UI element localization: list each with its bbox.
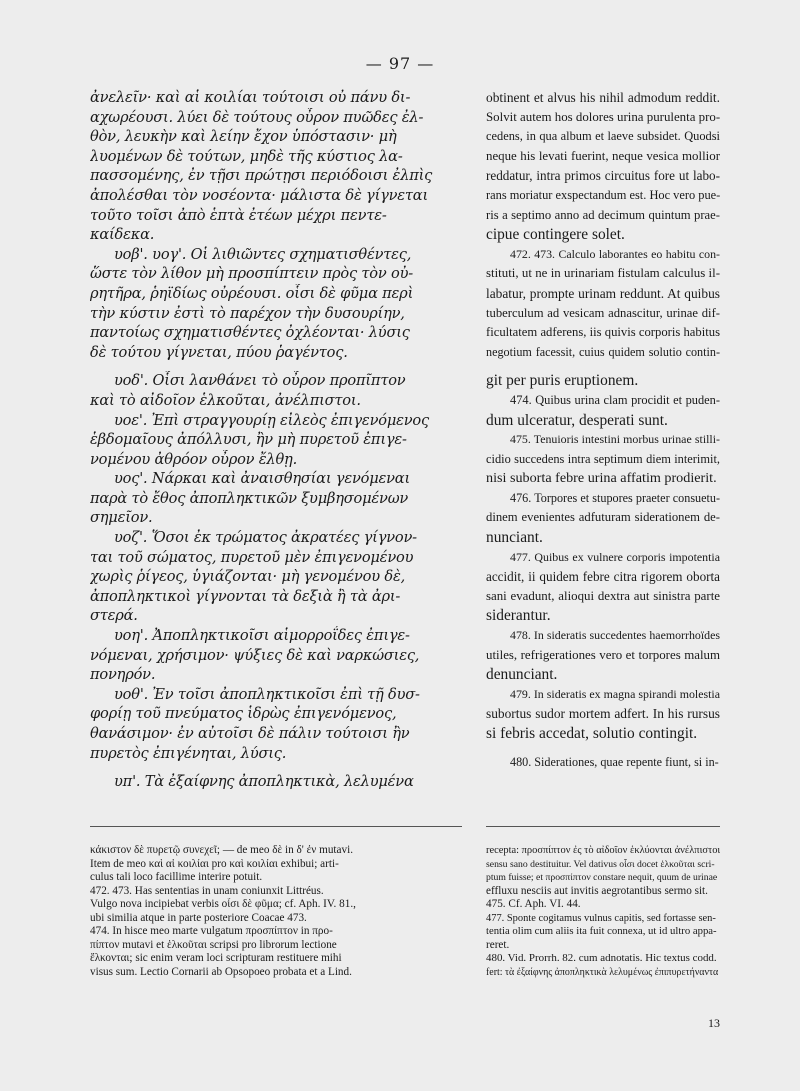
footnote-line: fert: τὰ ἐξαίφνης ἀποπληκτικὰ λελυμένως ἐπιπυρετήναντα <box>486 966 719 978</box>
latin-line: 480. Siderationes, quae repente fiunt, si in- <box>510 754 719 769</box>
footnote-line: 475. Cf. Aph. VI. 44. <box>486 898 581 910</box>
footnote-line: culus tali loco facillime interire potuit. <box>90 871 263 883</box>
greek-line: θανάσιμον· ἐν αὐτοῖσι δὲ πάλιν τούτοισι ἢν <box>90 725 410 742</box>
greek-text-column <box>90 88 468 792</box>
greek-line: καὶ τὸ αἰδοῖον ἑλκοῦται, ἀνέλπιστοι. <box>90 391 361 409</box>
greek-line: υος'. Νάρκαι καὶ ἀναισθησίαι γενόμεναι <box>114 470 410 488</box>
greek-line: ὥστε τὸν λίθον μὴ προσπίπτειν πρὸς τὸν οὐ- <box>90 265 413 283</box>
greek-line: λυομένων δὲ τούτων, μηδὲ τῆς κύστιος λα- <box>90 147 403 165</box>
latin-line: tuberculum ad vesicam adnascitur, urinae dif- <box>486 305 720 320</box>
greek-line: καίδεκα. <box>90 226 155 244</box>
latin-line: labatur, prompte urinam reddunt. At quibus <box>486 285 720 301</box>
latin-line: obtinent et alvus his nihil admodum reddit. <box>486 90 720 105</box>
latin-line: reddatur, intra primos circuitus fore ut labo- <box>486 168 720 184</box>
greek-line: πονηρόν. <box>90 666 156 684</box>
footnote-line: πίπτον mutavi et ἑλκοῦται scripsi pro librorum lectione <box>90 938 337 951</box>
latin-line: subortus sudor mortem adfert. In his rursus <box>486 706 720 722</box>
greek-line: ται τοῦ σώματος, πυρετοῦ μὲν ἐπιγενομένου <box>90 548 414 566</box>
latin-line: nisi suborta febre urina affatim prodierit. <box>486 470 717 487</box>
greek-line: αχωρέουσι. λύει δὲ τούτους οὖρον πυῶδες ἐλ- <box>90 108 424 126</box>
greek-line: θὸν, λευκὴν καὶ λείην ἔχον ὑπόστασιν· μὴ <box>90 128 397 146</box>
greek-line: τοῦτο τοῖσι ἀπὸ ἑπτὰ ἐτέων μέχρι πεντε- <box>90 206 387 224</box>
footnote-line: sensu sano destituitur. Vel dativus οἷσι docet ἑλκοῦται scri- <box>486 858 715 870</box>
latin-line: 479. In sideratis ex magna spirandi molestia <box>510 686 720 701</box>
greek-line: υοθ'. Ἐν τοῖσι ἀποπληκτικοῖσι ἐπὶ τῇ δυσ- <box>114 685 420 703</box>
greek-line: υοζ'. Ὅσοι ἐκ τρώματος ἀκρατέες γίγνον- <box>114 529 417 547</box>
footnote-line: ἕλκονται; sic enim veram loci scripturam restituere mihi <box>90 952 342 964</box>
footnote-line: visus sum. Lectio Cornarii ab Opsopoeo probata et a Lind. <box>90 965 352 978</box>
latin-line: 475. Tenuioris intestini morbus urinae stilli- <box>510 432 720 447</box>
greek-line: παρὰ τὸ ἔθος ἀποπληκτικῶν ξυμβησομένων <box>90 489 409 507</box>
signature-mark: 13 <box>708 1016 720 1030</box>
latin-line: 472. 473. Calculo laborantes eo habitu con- <box>510 246 720 261</box>
footnote-line: effluxu nesciis aut invitis aegrotantibus sermo sit. <box>486 884 708 897</box>
footnote-rule-right <box>486 826 720 827</box>
latin-line: utiles, refrigerationes vero et torpores malum <box>486 647 720 662</box>
footnote-line: tentia olim cum aliis ita fuit connexa, ut id ultro appa- <box>486 925 717 937</box>
latin-line: ficultatem adferens, iis quivis corporis habitus <box>486 325 720 340</box>
footnote-line: 472. 473. Has sententias in unam coniunxit Littréus. <box>90 884 324 897</box>
latin-line: cedens, in qua album et laeve subsidet. Quodsi <box>486 129 720 144</box>
latin-line: negotium facessit, cuius quidem solutio contin- <box>486 344 720 359</box>
latin-line: 477. Quibus ex vulnere corporis impotentia <box>510 549 720 564</box>
latin-line: dinem evenientes adfuturam siderationem de- <box>486 510 720 525</box>
latin-line: sani evadunt, alioqui dextra aut sinistra parte <box>486 588 720 603</box>
greek-line: ἀποπληκτικοὶ γίγνονται τὰ δεξιὰ ἢ τὰ ἀρι- <box>90 587 401 605</box>
latin-line: rans moriatur exspectandum est. Hoc vero pue- <box>486 187 720 202</box>
greek-line: υπ'. Τὰ ἐξαίφνης ἀποπληκτικὰ, λελυμένα <box>114 773 414 791</box>
latin-line: git per puris eruptionem. <box>486 372 639 390</box>
latin-line: dum ulceratur, desperati sunt. <box>486 411 668 429</box>
latin-line: ris a septimo anno ad decimum quintum prae- <box>486 207 720 222</box>
latin-line: neque his levati fuerint, neque vesica mollior <box>486 148 720 163</box>
footnotes-left <box>90 844 462 979</box>
footnote-line: 477. Sponte cogitamus vulnus capitis, sed fortasse sen- <box>486 912 716 924</box>
greek-line: υοη'. Ἀποπληκτικοῖσι αἱμορροΐδες ἐπιγε- <box>114 627 410 645</box>
latin-line: stituti, ut ne in urinariam fistulam calculus il- <box>486 266 720 281</box>
latin-line: 474. Quibus urina clam procidit et puden- <box>510 392 720 407</box>
greek-line: νόμεναι, χρήσιμον· ψύξιες δὲ καὶ ναρκώσιες, <box>90 646 420 664</box>
greek-line: χωρὶς ῥίγεος, ὑγιάζονται· μὴ γενομένου δὲ, <box>90 568 406 586</box>
greek-line: υοβ'. υογ'. Οἱ λιθιῶντες σχηματισθέντες, <box>114 245 412 263</box>
footnote-line: 480. Vid. Prorrh. 82. cum adnotatis. Hic textus codd. <box>486 952 717 964</box>
latin-line: Solvit autem hos dolores urina purulenta pro- <box>486 109 720 124</box>
greek-line: νομένου ἀθρόον οὖρον ἔλθῃ. <box>90 450 298 468</box>
footnote-line: Item de meo καὶ αἱ κοιλίαι pro καὶ κοιλίαι exhibui; arti- <box>90 857 339 870</box>
greek-line: ἀνελεῖν· καὶ αἱ κοιλίαι τούτοισι οὐ πάνυ δι- <box>90 89 411 106</box>
latin-line: cidio succedens intra septimum diem interimit, <box>486 451 720 466</box>
greek-line: πασσομένης, ἐν τῇσι πρώτῃσι περιόδοισι ἐλπὶς <box>90 167 433 185</box>
latin-line: 478. In sideratis succedentes haemorrhoïdes <box>510 628 720 643</box>
footnote-line: recepta: προσπίπτον ἐς τὸ αἰδοῖον ἑκλύονται ἀνέλπιστοι <box>486 845 720 856</box>
greek-line: ἑβδομαῖους ἀπόλλυσι, ἢν μὴ πυρετοῦ ἐπιγε- <box>90 431 407 449</box>
greek-line: ρητῆρα, ῥηϊδίως οὐρέουσι. οἷσι δὲ φῦμα περὶ <box>90 284 414 302</box>
greek-line: υοε'. Ἐπὶ στραγγουρίῃ εἰλεὸς ἐπιγενόμενος <box>114 411 429 429</box>
greek-line: στερά. <box>90 607 138 625</box>
greek-line: ἀπολέσθαι τὸν νοσέοντα· μάλιστα δὲ γίγνεται <box>90 186 428 204</box>
footnote-line: Vulgo nova incipiebat verbis οἷσι δὲ φῦμα; cf. Aph. IV. 81., <box>90 898 356 910</box>
latin-line: 476. Torpores et stupores praeter consuetu- <box>510 490 720 505</box>
latin-line: si febris accedat, solutio contingit. <box>486 725 698 742</box>
greek-line: φορίῃ τοῦ πνεύματος ἱδρὼς ἐπιγενόμενος, <box>90 705 397 723</box>
latin-line: accidit, ii quidem febre citra rigorem oborta <box>486 569 720 585</box>
footnote-line: reret. <box>486 938 510 951</box>
greek-line: παντοίως σχηματισθέντες ὀχλέονται· λύσις <box>90 324 410 342</box>
greek-line: υοδ'. Οἷσι λανθάνει τὸ οὖρον προπῖπτον <box>114 372 406 390</box>
greek-line: σημεῖον. <box>90 509 153 527</box>
footnote-line: 474. In hisce meo marte vulgatum προσπίπτον in προ- <box>90 925 333 937</box>
footnote-line: ptum fuisse; et προσπίπτον constare nequit, quum de urinae <box>486 872 718 883</box>
greek-line: τὴν κύστιν ἐστὶ τὸ παρέχον τὴν δυσουρίην, <box>90 304 405 322</box>
footnote-line: κάκιστον δὲ πυρετῷ συνεχεῖ; — de meo δὲ in δ' ἐν mutavi. <box>90 844 353 856</box>
latin-line: siderantur. <box>486 607 551 625</box>
latin-line: nunciant. <box>486 529 543 547</box>
footnote-line: ubi similia atque in parte posteriore Coacae 473. <box>90 911 307 924</box>
greek-line: πυρετὸς ἐπιγένηται, λύσις. <box>90 744 287 762</box>
footnotes-right <box>486 844 720 979</box>
greek-line: δὲ τούτου γίγνεται, πύου ῥαγέντος. <box>90 343 348 361</box>
latin-translation-column <box>486 88 720 772</box>
footnote-rule-left <box>90 826 462 827</box>
latin-line: cipue contingere solet. <box>486 226 625 244</box>
latin-line: denunciant. <box>486 666 558 684</box>
page-number: — 97 — <box>365 54 435 73</box>
